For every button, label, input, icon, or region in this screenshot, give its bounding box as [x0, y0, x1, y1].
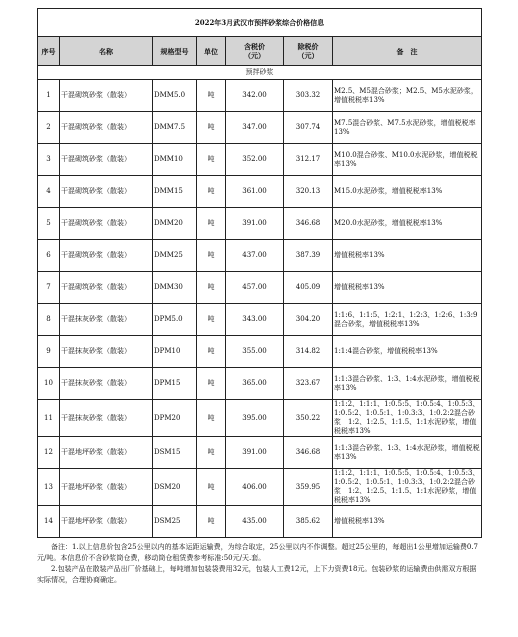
cell-spec: DMM5.0 — [153, 80, 197, 112]
cell-note: M20.0水泥砂浆，增值税税率13% — [333, 208, 482, 240]
cell-unit: 吨 — [197, 336, 226, 368]
cell-name: 干混砌筑砂浆（散装） — [60, 176, 153, 208]
price-table — [37, 8, 482, 538]
cell-tax-incl: 406.00 — [226, 469, 284, 506]
header-spec: 规格型号 — [153, 37, 197, 66]
cell-tax-excl: 350.22 — [284, 400, 333, 437]
cell-spec: DSM20 — [153, 469, 197, 506]
cell-name: 干混抹灰砂浆（散装） — [60, 304, 153, 336]
footnotes — [37, 542, 481, 586]
cell-name: 干混地坪砂浆（散装） — [60, 506, 153, 538]
cell-no: 3 — [38, 144, 60, 176]
header-no: 序号 — [38, 37, 60, 66]
table-title: 2022年3月武汉市预拌砂浆综合价格信息 — [38, 9, 482, 37]
cell-tax-excl: 346.68 — [284, 208, 333, 240]
table-row — [38, 304, 482, 336]
cell-name: 干混地坪砂浆（散装） — [60, 469, 153, 506]
cell-spec: DMM20 — [153, 208, 197, 240]
header-tax-excl: 除税价 （元） — [284, 37, 333, 66]
header-name: 名称 — [60, 37, 153, 66]
cell-name: 干混抹灰砂浆（散装） — [60, 400, 153, 437]
cell-note: 1:1:3混合砂浆、1:3、1:4水泥砂浆，增值税税率13% — [333, 368, 482, 400]
header-tax-incl: 含税价 （元） — [226, 37, 284, 66]
cell-unit: 吨 — [197, 80, 226, 112]
cell-unit: 吨 — [197, 368, 226, 400]
cell-no: 4 — [38, 176, 60, 208]
header-note: 备 注 — [333, 37, 482, 66]
cell-unit: 吨 — [197, 400, 226, 437]
cell-unit: 吨 — [197, 304, 226, 336]
cell-spec: DMM15 — [153, 176, 197, 208]
cell-spec: DSM15 — [153, 437, 197, 469]
cell-spec: DMM7.5 — [153, 112, 197, 144]
cell-tax-incl: 437.00 — [226, 240, 284, 272]
table-row — [38, 336, 482, 368]
cell-tax-incl: 343.00 — [226, 304, 284, 336]
cell-tax-excl: 359.95 — [284, 469, 333, 506]
table-row — [38, 240, 482, 272]
cell-tax-incl: 355.00 — [226, 336, 284, 368]
cell-tax-excl: 405.09 — [284, 272, 333, 304]
cell-spec: DMM10 — [153, 144, 197, 176]
cell-no: 2 — [38, 112, 60, 144]
cell-tax-incl: 395.00 — [226, 400, 284, 437]
cell-tax-excl: 323.67 — [284, 368, 333, 400]
cell-tax-excl: 314.82 — [284, 336, 333, 368]
section-label: 预拌砂浆 — [38, 66, 482, 80]
cell-no: 5 — [38, 208, 60, 240]
cell-unit: 吨 — [197, 506, 226, 538]
cell-no: 9 — [38, 336, 60, 368]
cell-no: 12 — [38, 437, 60, 469]
cell-note: 增值税税率13% — [333, 240, 482, 272]
cell-unit: 吨 — [197, 240, 226, 272]
cell-no: 13 — [38, 469, 60, 506]
cell-no: 8 — [38, 304, 60, 336]
cell-tax-excl: 312.17 — [284, 144, 333, 176]
cell-spec: DPM20 — [153, 400, 197, 437]
cell-unit: 吨 — [197, 469, 226, 506]
cell-spec: DPM10 — [153, 336, 197, 368]
cell-no: 11 — [38, 400, 60, 437]
cell-tax-excl: 303.32 — [284, 80, 333, 112]
cell-no: 7 — [38, 272, 60, 304]
table-row — [38, 208, 482, 240]
cell-unit: 吨 — [197, 208, 226, 240]
table-row — [38, 176, 482, 208]
table-row — [38, 400, 482, 437]
cell-no: 10 — [38, 368, 60, 400]
table-row — [38, 437, 482, 469]
cell-tax-excl: 387.39 — [284, 240, 333, 272]
cell-note: 1:1:2、1:1:1、1:0.5:5、1:0.5:4、1:0.5:3、1:0.5:2、1:0.5:1、1:0.3:3、1:0.2:2混合砂浆 1:2、1:2.5、1:1.5、1:1水泥砂浆，增值税税率13% — [333, 469, 482, 506]
cell-tax-incl: 365.00 — [226, 368, 284, 400]
header-unit: 单位 — [197, 37, 226, 66]
cell-note: 1:1:6、1:1:5、1:2:1、1:2:3、1:2:6、1:3:9混合砂浆，增值税税率13% — [333, 304, 482, 336]
table-row — [38, 144, 482, 176]
cell-no: 1 — [38, 80, 60, 112]
cell-name: 干混砌筑砂浆（散装） — [60, 80, 153, 112]
cell-note: M7.5混合砂浆、M7.5水泥砂浆，增值税税率13% — [333, 112, 482, 144]
cell-note: 1:1:3混合砂浆、1:3、1:4水泥砂浆，增值税税率13% — [333, 437, 482, 469]
cell-no: 6 — [38, 240, 60, 272]
footnote-2: 2.包装产品在散装产品出厂价基础上，每吨增加包装袋费用32元，包装人工费12元，上下力资费18元。包装砂浆的运输费由供需双方根据实际情况，合理协商确定。 — [37, 565, 477, 584]
cell-name: 干混抹灰砂浆（散装） — [60, 368, 153, 400]
table-row — [38, 112, 482, 144]
cell-spec: DPM15 — [153, 368, 197, 400]
cell-note: M10.0混合砂浆、M10.0水泥砂浆，增值税税率13% — [333, 144, 482, 176]
cell-tax-incl: 342.00 — [226, 80, 284, 112]
cell-tax-incl: 391.00 — [226, 437, 284, 469]
cell-name: 干混抹灰砂浆（散装） — [60, 336, 153, 368]
footnote-1: 备注：1.以上信息价包含25公里以内的基本运距运输费，为综合取定，25公里以内不作调整。超过25公里的，每超出1公里增加运输费0.7元/吨。本信息价不含砂浆筒仓费，移动筒仓租赁费参考标准:50元/天.套。 — [37, 543, 478, 562]
cell-spec: DMM30 — [153, 272, 197, 304]
cell-note: 增值税税率13% — [333, 506, 482, 538]
section-row — [38, 66, 482, 80]
cell-unit: 吨 — [197, 272, 226, 304]
cell-name: 干混砌筑砂浆（散装） — [60, 208, 153, 240]
cell-name: 干混砌筑砂浆（散装） — [60, 112, 153, 144]
cell-tax-incl: 457.00 — [226, 272, 284, 304]
cell-note: M15.0水泥砂浆，增值税税率13% — [333, 176, 482, 208]
cell-unit: 吨 — [197, 144, 226, 176]
cell-unit: 吨 — [197, 437, 226, 469]
table-row — [38, 80, 482, 112]
cell-no: 14 — [38, 506, 60, 538]
cell-name: 干混地坪砂浆（散装） — [60, 437, 153, 469]
cell-unit: 吨 — [197, 176, 226, 208]
cell-tax-incl: 347.00 — [226, 112, 284, 144]
cell-tax-excl: 307.74 — [284, 112, 333, 144]
cell-name: 干混砌筑砂浆（散装） — [60, 272, 153, 304]
table-row — [38, 506, 482, 538]
cell-name: 干混砌筑砂浆（散装） — [60, 240, 153, 272]
header-row — [38, 37, 482, 66]
cell-unit: 吨 — [197, 112, 226, 144]
cell-note: 增值税税率13% — [333, 272, 482, 304]
cell-tax-incl: 391.00 — [226, 208, 284, 240]
cell-name: 干混砌筑砂浆（散装） — [60, 144, 153, 176]
cell-tax-incl: 435.00 — [226, 506, 284, 538]
table-row — [38, 469, 482, 506]
cell-note: M2.5、M5混合砂浆；M2.5、M5水泥砂浆，增值税税率13% — [333, 80, 482, 112]
cell-note: 1:1:2、1:1:1、1:0.5:5、1:0.5:4、1:0.5:3、1:0.5:2、1:0.5:1、1:0.3:3、1:0.2:2混合砂浆 1:2、1:2.5、1:1.5、1:1水泥砂浆，增值税税率13% — [333, 400, 482, 437]
cell-note: 1:1:4混合砂浆，增值税税率13% — [333, 336, 482, 368]
price-sheet — [37, 8, 481, 586]
cell-tax-excl: 320.13 — [284, 176, 333, 208]
cell-tax-excl: 346.68 — [284, 437, 333, 469]
cell-spec: DMM25 — [153, 240, 197, 272]
cell-tax-incl: 352.00 — [226, 144, 284, 176]
cell-spec: DPM5.0 — [153, 304, 197, 336]
cell-tax-excl: 385.62 — [284, 506, 333, 538]
cell-tax-excl: 304.20 — [284, 304, 333, 336]
cell-tax-incl: 361.00 — [226, 176, 284, 208]
table-row — [38, 368, 482, 400]
cell-spec: DSM25 — [153, 506, 197, 538]
table-row — [38, 272, 482, 304]
